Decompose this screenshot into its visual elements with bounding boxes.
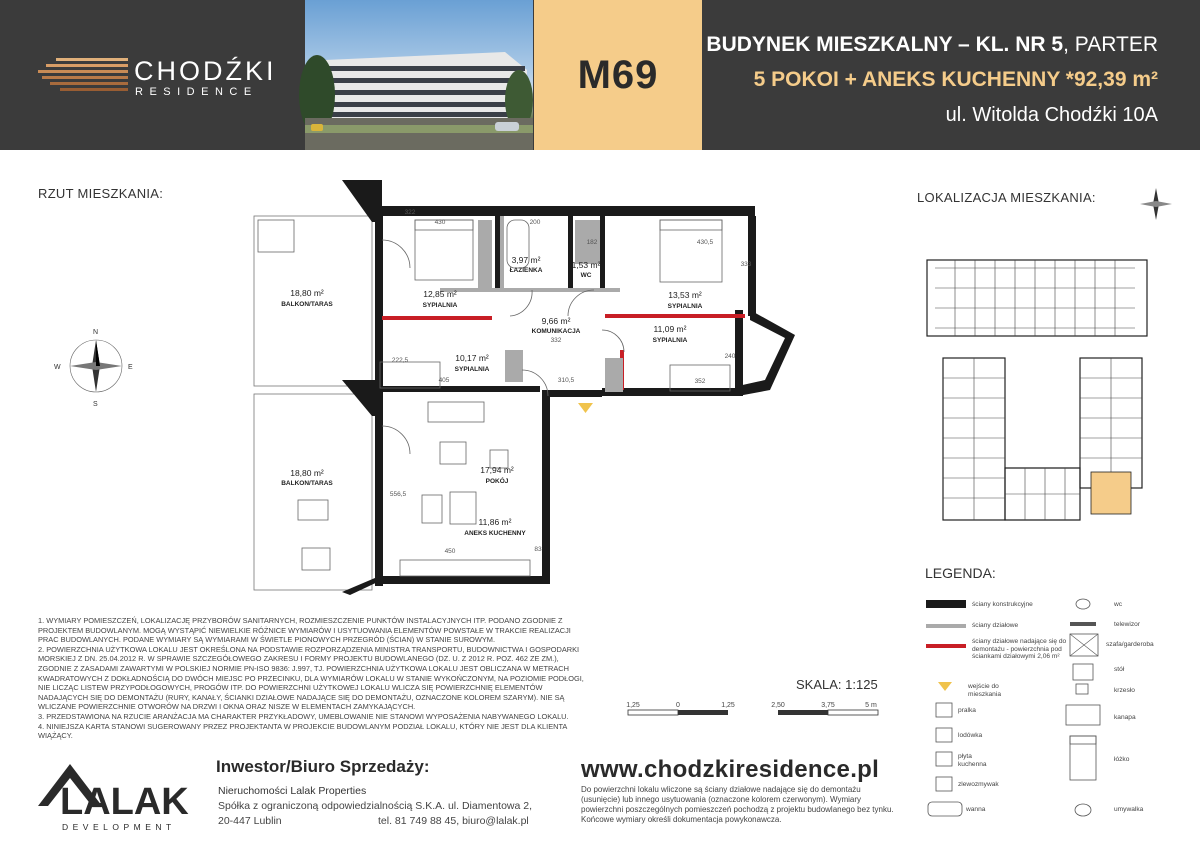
header-bar xyxy=(0,0,1200,150)
legend-chair: krzesło xyxy=(1114,687,1135,694)
room-area: 9,66 m² xyxy=(541,316,571,326)
room-name: BALKON/TARAS xyxy=(281,301,333,308)
brand-logo xyxy=(38,52,278,102)
entrance-marker-icon xyxy=(578,403,593,413)
room-area: 11,09 m² xyxy=(653,324,687,334)
room-name: BALKON/TARAS xyxy=(281,480,333,487)
compass-e: E xyxy=(128,364,133,371)
dimension: 430,5 xyxy=(696,239,714,246)
investor-title: Inwestor/Biuro Sprzedaży: xyxy=(216,757,430,776)
room-area: 1,53 m² xyxy=(571,260,601,270)
room-name: SYPIALNIA xyxy=(652,337,688,344)
investor-address: Spółka z ograniczoną odpowiedzialnością S.K.A. ul. Diamentowa 2, xyxy=(218,800,533,812)
legend-table: stół xyxy=(1114,666,1125,673)
building-location-map xyxy=(915,228,1165,528)
note-4: 4. NINIEJSZA KARTA STANOWI SUGEROWANY PRZEZ PROJEKTANTA W PROJEKCIE BUDOWLANYM PODZIAŁ LOKALU, KTÓRY NIE JEST DLA KLIENTA WIĄŻĄCY. xyxy=(38,721,567,741)
room-area: 17,94 m² xyxy=(480,465,514,475)
bottom-note: Do powierzchni lokalu wliczone są ściany działowe nadające się do demontażu (usunięcie) lub innego usytuowania (oznaczone kolorem czerwonym). Wymiary powierzchni poszczególnych pomieszczeń pochodzą z projektu budowlanego bez tynku. Końcowe wymiary określi dokumentacja powykonawcza. xyxy=(581,785,894,824)
dimension: 200 xyxy=(529,219,541,226)
dimension: 332 xyxy=(550,337,562,344)
brand-sub: RESIDENCE xyxy=(135,86,258,98)
legend-entrance: wejście do mieszkania xyxy=(968,683,1001,698)
logo-sub: DEVELOPMENT xyxy=(62,822,176,832)
room-name: ANEKS KUCHENNY xyxy=(464,530,526,537)
logo-stripes-icon xyxy=(38,58,128,92)
dimension: 450 xyxy=(444,548,456,555)
note-1: 1. WYMIARY POMIESZCZEŃ, LOKALIZACJĘ PRZYBORÓW SANITARNYCH, ROZMIESZCZENIE PUNKTÓW INSTALACYJNYCH ITP. PODANO ZGODNIE Z PROJEKTEM BUDOWLANYM. MOGĄ WYSTĄPIĆ NIEWIELKIE RÓŻNICE WYMIARÓW I USYTUOWANIA ELEMENTÓW POWSTAŁE W TRAKCIE REALIZACJI PRAC BUDOWLANYCH. PODANE WYMIARY SĄ WYMIARAMI W ŚWIETLE PIONOWYCH PRZEGRÓD (ŚCIAN) W STANIE SUROWYM. xyxy=(38,616,571,645)
dimension: 182 xyxy=(586,239,598,246)
rooms-area: 5 POKOI + ANEKS KUCHENNY *92,39 m² xyxy=(753,68,1158,91)
legend-bed: łóżko xyxy=(1114,756,1130,763)
title-bold: BUDYNEK MIESZKALNY – KL. NR 5 xyxy=(706,33,1064,56)
address: ul. Witolda Chodźki 10A xyxy=(945,104,1158,126)
legend-title: LEGENDA: xyxy=(925,565,996,581)
dimension: 556,5 xyxy=(389,491,407,498)
room-area: 18,80 m² xyxy=(290,288,324,298)
dimension: 83 xyxy=(534,546,542,553)
note-3: 3. PRZEDSTAWIONA NA RZUCIE ARANŻACJA MA CHARAKTER PRZYKŁADOWY, UMEBLOWANIE NIE STANOWI WYPOSAŻENIA NABYWANEGO LOKALU. xyxy=(38,711,569,721)
plan-label: RZUT MIESZKANIA: xyxy=(38,186,164,201)
room-area: 11,86 m² xyxy=(478,517,512,527)
legend-tv: telewizor xyxy=(1114,621,1141,628)
brand-name: CHODŹKI xyxy=(134,56,277,86)
compass-n: N xyxy=(93,329,99,336)
developer-logo xyxy=(38,754,208,834)
investor-city: 20-447 Lublin xyxy=(218,815,282,827)
room-area: 10,17 m² xyxy=(455,353,489,363)
room-name: POKÓJ xyxy=(485,478,509,485)
legend-removable: ściany działowe nadające się do demontażu - powierzchnia pod ściankami działowymi 2,06 m² xyxy=(972,638,1067,660)
compass-s: S xyxy=(93,401,98,408)
legend-partition: ściany działowe xyxy=(972,622,1019,629)
legend-basin: umywalka xyxy=(1114,806,1144,813)
scale-tick: 3,75 xyxy=(821,702,835,709)
location-compass-icon xyxy=(1136,184,1176,224)
room-area: 13,53 m² xyxy=(668,290,702,300)
room-name: WC xyxy=(580,272,592,279)
note-2: 2. POWIERZCHNIA UŻYTKOWA LOKALU JEST OKREŚLONA NA PODSTAWIE ROZPORZĄDZENIA MINISTRA TRANSPORTU, BUDOWNICTWA I GOSPODARKI MORSKIEJ Z DN. 25.04.2012 R. W SPRAWIE SZCZEGÓŁOWEGO ZAKRESU I FORMY PROJEKTU BUDOWLANEGO (DZ. U. Z 2012 R. POZ. 462 ZE ZM.), ZGODNIE Z ZASADAMI ZAWARTYMI W POLSKIEJ NORMIE PN-ISO 9836: J.997, TJ. POWIERZCHNIA UŻYTKOWA LOKALU JEST OBLICZANA W METRACH KWADRATOWYCH Z DOKŁADNOŚCIĄ DO DWÓCH MIEJSC PO PRZECINKU, DLA WYMIARÓW LOKALU W STANIE WYKOŃCZONYM, NA POZIOMIE PODŁOGI, NIE LICZĄC LISTEW PRZYPODŁOGOWYCH, PROGÓW ITP. DO POWIERZCHNI UŻYTKOWEJ LOKALU WLICZA SIĘ POWIERZCHNIĘ ELEMENTÓW NADAJĄCYCH SIĘ DO DEMONTAŻU (RURY, KANAŁY, ŚCIANKI DZIAŁOWE NADAJĄCE SIĘ DO DEMONTAŻU, OZNACZONE KOLOREM SZARYM). NIE SĄ WLICZANE POWIERZCHNIE OTWORÓW NA DRZWI I OKNA ORAZ NISZE W ELEMENTACH ZAMYKAJĄCYCH. xyxy=(38,644,584,712)
floor-plan xyxy=(250,180,805,595)
title-floor: , PARTER xyxy=(1063,33,1158,56)
dimension: 240 xyxy=(724,353,736,360)
room-area: 12,85 m² xyxy=(423,289,457,299)
dimension: 322 xyxy=(404,209,416,216)
legend-washer: pralka xyxy=(958,707,976,714)
room-name: SYPIALNIA xyxy=(667,303,703,310)
room-name: SYPIALNIA xyxy=(454,366,490,373)
scale-tick: 1,25 xyxy=(626,702,640,709)
investor-name: Nieruchomości Lalak Properties xyxy=(218,785,367,797)
investor-contact[interactable]: tel. 81 749 88 45, biuro@lalak.pl xyxy=(378,815,529,827)
building-title xyxy=(706,33,1158,57)
dimension: 333 xyxy=(740,261,752,268)
legend-fridge: lodówka xyxy=(958,732,983,739)
compass-w: W xyxy=(54,364,61,371)
scale-tick: 1,25 xyxy=(721,702,735,709)
legend-sink: zlewozmywak xyxy=(958,781,999,788)
location-label: LOKALIZACJA MIESZKANIA: xyxy=(917,190,1096,205)
apartment-number: M69 xyxy=(577,52,659,97)
dimension: 310,5 xyxy=(557,377,575,384)
legend xyxy=(918,590,1188,840)
dimension: 430 xyxy=(434,219,446,226)
apartment-highlight xyxy=(1091,472,1131,514)
scale-tick: 2,50 xyxy=(771,702,785,709)
dimension: 405 xyxy=(438,377,450,384)
room-area: 18,80 m² xyxy=(290,468,324,478)
dimension: 352 xyxy=(694,378,706,385)
scale-bar xyxy=(628,700,878,724)
legend-hob: płyta kuchenna xyxy=(958,753,987,768)
room-area: 3,97 m² xyxy=(511,255,541,265)
room-name: SYPIALNIA xyxy=(422,302,458,309)
logo-main: LALAK xyxy=(60,781,189,823)
legend-wc: wc xyxy=(1114,601,1123,608)
apartment-badge xyxy=(534,0,702,150)
room-name: KOMUNIKACJA xyxy=(531,328,581,335)
dimension: 222,5 xyxy=(391,357,409,364)
scale-tick: 0 xyxy=(676,702,680,709)
legend-sofa: kanapa xyxy=(1114,714,1136,721)
scale-tick: 5 m xyxy=(865,702,877,709)
building-photo xyxy=(305,0,533,150)
notes xyxy=(38,616,586,741)
legend-bathtub: wanna xyxy=(966,806,986,813)
scale-label: SKALA: 1:125 xyxy=(796,677,878,692)
website-link[interactable]: www.chodzkiresidence.pl xyxy=(581,756,880,783)
room-name: ŁAZIENKA xyxy=(509,267,543,274)
compass-icon xyxy=(52,322,140,410)
legend-structural: ściany konstrukcyjne xyxy=(972,601,1033,608)
legend-wardrobe: szafa/garderoba xyxy=(1106,641,1154,648)
